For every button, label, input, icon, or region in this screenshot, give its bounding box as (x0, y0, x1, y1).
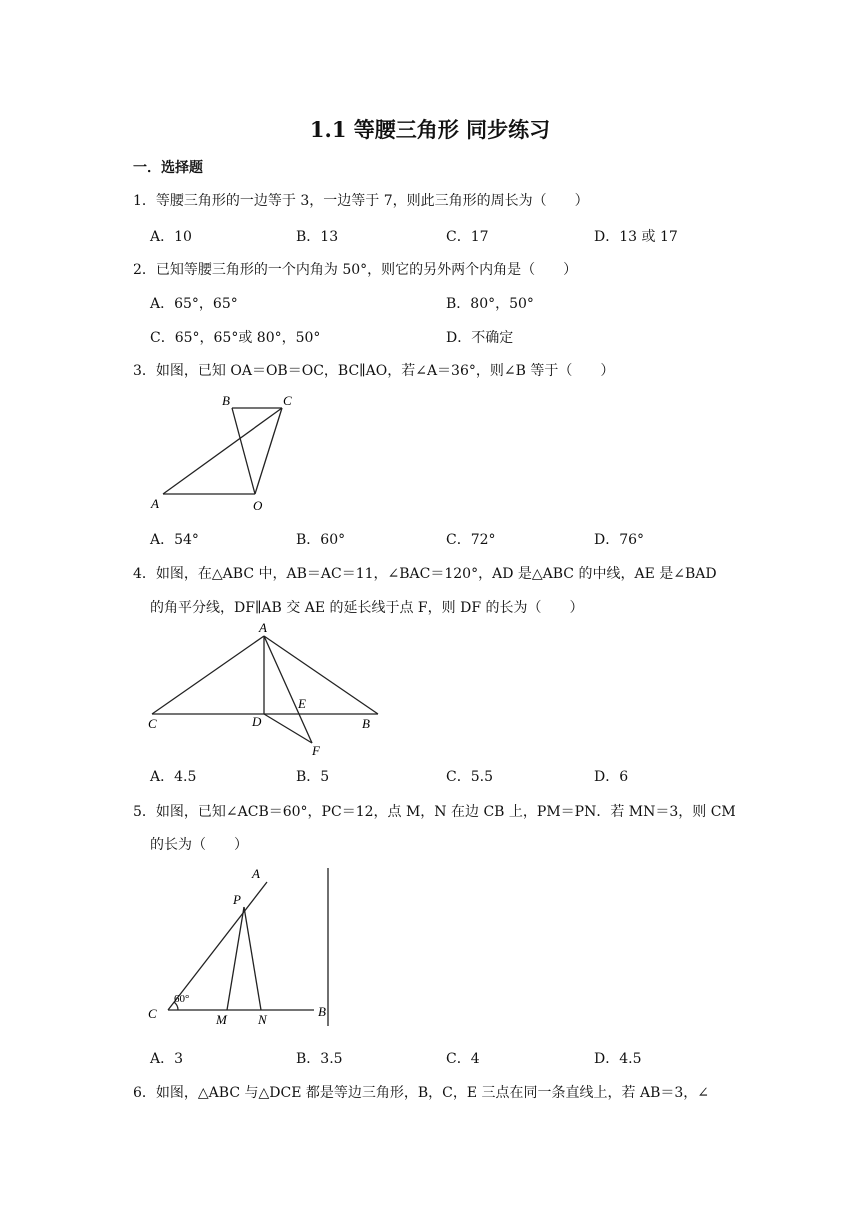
question-3-option-d: D．76° (594, 532, 645, 548)
question-4-option-a: A．4.5 (150, 769, 197, 785)
section-heading: 一．选择题 (133, 160, 203, 176)
question-5-stem-line-2: 的长为（ ） (150, 837, 248, 853)
label-b: B (222, 393, 230, 408)
label-c: C (283, 393, 292, 408)
segment-ca (152, 636, 264, 714)
label-e: E (298, 696, 306, 711)
label-o: O (253, 498, 263, 513)
question-5-stem-line-1: 5．如图，已知∠ACB＝60°，PC＝12，点 M，N 在边 CB 上，PM＝PN．若 MN＝3，则 CM (133, 804, 736, 820)
label-m: M (216, 1012, 227, 1027)
question-2-option-b: B．80°，50° (446, 296, 534, 312)
ray-ca (168, 882, 267, 1010)
question-3-figure (145, 390, 315, 515)
question-2-option-c: C．65°，65°或 80°，50° (150, 330, 321, 346)
question-2-option-a: A．65°，65° (150, 296, 238, 312)
question-6-stem: 6．如图，△ABC 与△DCE 都是等边三角形，B，C，E 三点在同一条直线上，若 AB＝3，∠ (133, 1085, 710, 1101)
label-a: A (151, 496, 159, 511)
label-a: A (259, 620, 267, 635)
question-1-option-b: B．13 (296, 229, 339, 245)
question-1-stem: 1．等腰三角形的一边等于 3，一边等于 7，则此三角形的周长为（ ） (133, 193, 589, 209)
question-3-stem: 3．如图，已知 OA＝OB＝OC，BC∥AO，若∠A＝36°，则∠B 等于（ ） (133, 363, 615, 379)
question-4-stem-line-2: 的角平分线，DF∥AB 交 AE 的延长线于点 F，则 DF 的长为（ ） (150, 600, 584, 616)
segment-ca (163, 408, 282, 494)
question-4-option-c: C．5.5 (446, 769, 493, 785)
question-1-option-d: D．13 或 17 (594, 229, 678, 245)
label-c: C (148, 1006, 157, 1021)
question-5-option-b: B．3.5 (296, 1051, 343, 1067)
question-5-option-d: D．4.5 (594, 1051, 642, 1067)
segment-bo (232, 408, 255, 494)
question-5-figure (140, 864, 335, 1029)
question-2-option-d: D．不确定 (446, 330, 514, 346)
label-angle-60: 60° (174, 993, 190, 1005)
label-f: F (312, 743, 320, 758)
question-1-option-a: A．10 (150, 229, 192, 245)
question-5-option-a: A．3 (150, 1051, 184, 1067)
question-4-figure (140, 620, 390, 760)
label-p: P (233, 892, 241, 907)
segment-co (255, 408, 282, 494)
segment-pn (244, 907, 261, 1010)
label-n: N (258, 1012, 267, 1027)
label-d: D (252, 714, 262, 729)
question-3-option-b: B．60° (296, 532, 346, 548)
question-4-option-d: D．6 (594, 769, 629, 785)
page-title: 1.1 等腰三角形 同步练习 (309, 117, 551, 142)
label-b: B (362, 716, 370, 731)
question-3-option-a: A．54° (150, 532, 199, 548)
label-a: A (252, 866, 260, 881)
question-2-stem: 2．已知等腰三角形的一个内角为 50°，则它的另外两个内角是（ ） (133, 262, 578, 278)
label-c: C (148, 716, 157, 731)
label-b: B (318, 1004, 326, 1019)
question-5-option-c: C．4 (446, 1051, 480, 1067)
question-4-option-b: B．5 (296, 769, 330, 785)
question-4-stem-line-1: 4．如图，在△ABC 中，AB＝AC＝11，∠BAC＝120°，AD 是△ABC 的中线，AE 是∠BAD (133, 566, 717, 582)
question-3-option-c: C．72° (446, 532, 496, 548)
question-1-option-c: C．17 (446, 229, 489, 245)
